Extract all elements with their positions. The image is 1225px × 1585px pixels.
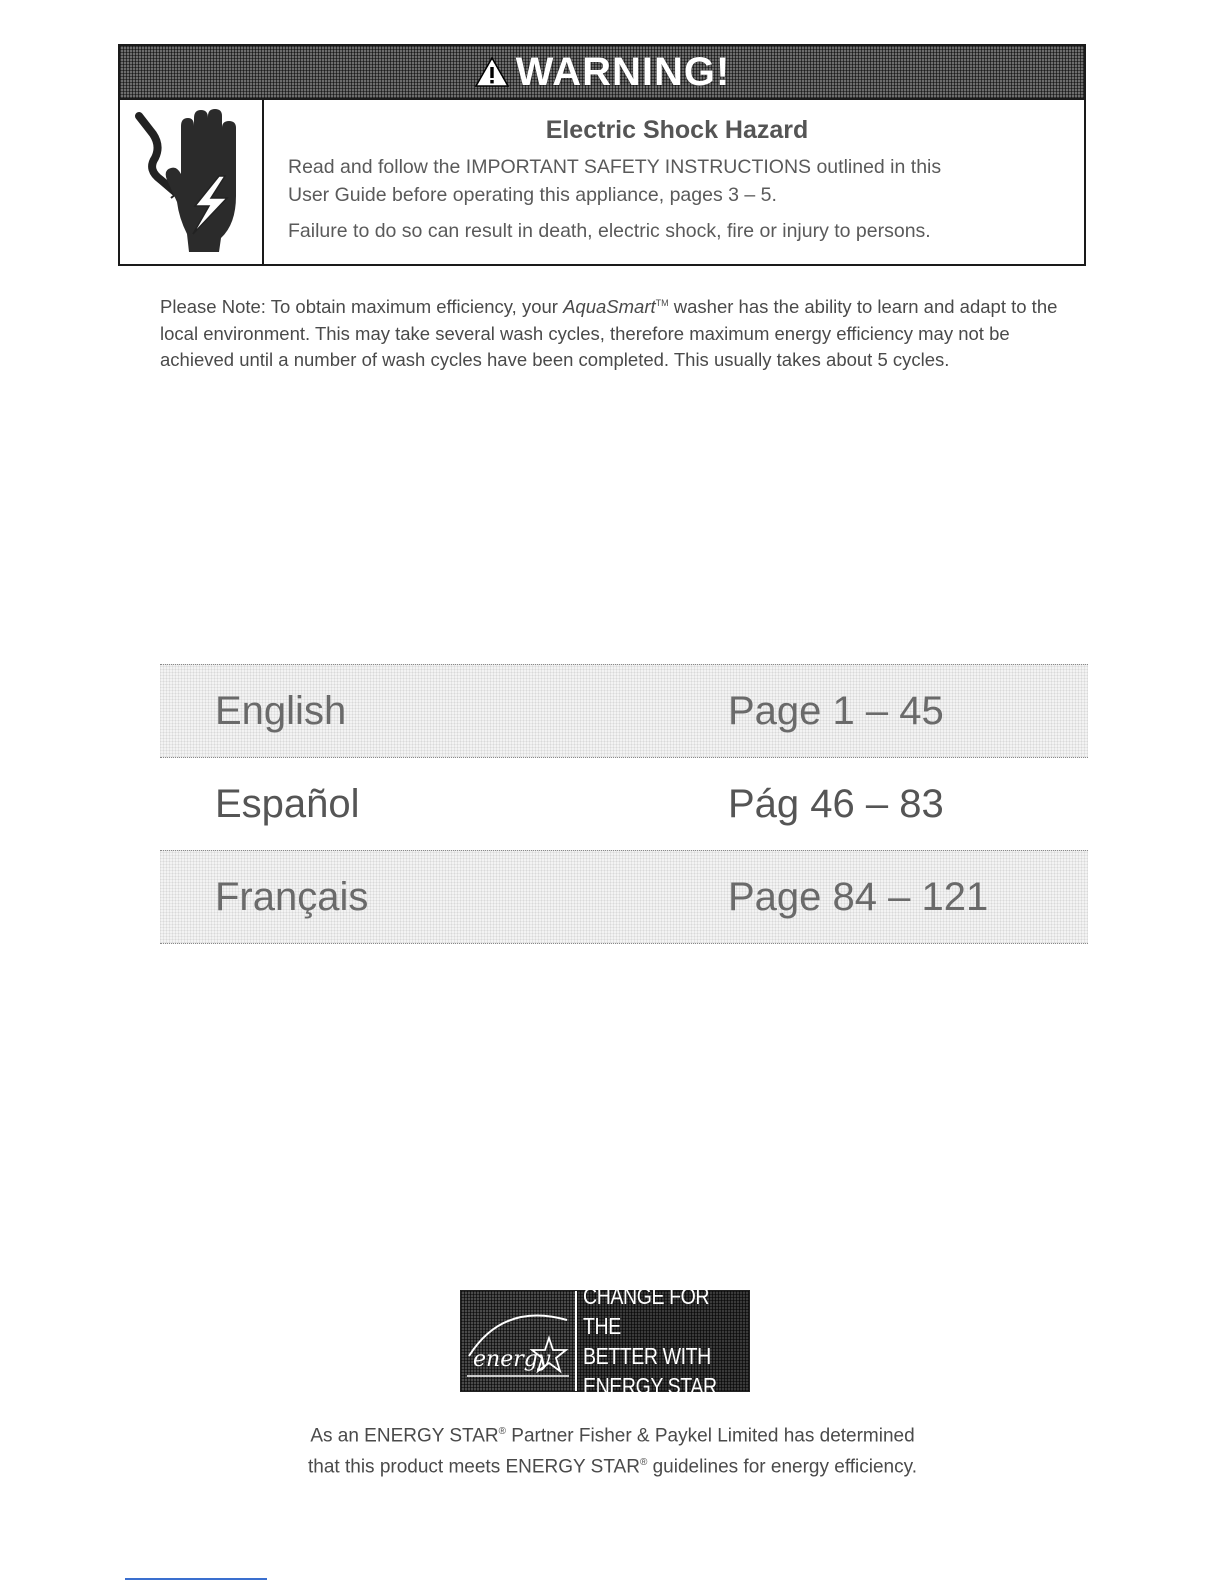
warning-banner <box>120 46 1084 100</box>
language-pages: Page 1 – 45 <box>728 688 944 733</box>
energy-slogan-line-2: BETTER WITH <box>583 1343 711 1369</box>
registered-mark: ® <box>639 1457 648 1469</box>
warning-title-text: WARNING! <box>515 49 731 94</box>
registered-mark: ® <box>498 1426 506 1437</box>
svg-text:energy: energy <box>473 1347 551 1372</box>
note-prefix: Please Note: To obtain maximum efficiency, your <box>160 296 564 318</box>
energy-star-logo <box>460 1283 750 1399</box>
warning-box <box>118 44 1086 266</box>
note-suffix: washer has the ability to learn and adapt to the local environment. This may take several wash cycles, therefore maximum energy efficiency may not be achieved until a number of wash cycles have been completed. This usually takes about 5 cycles. <box>160 296 1058 371</box>
hazard-consequence-line: Failure to do so can result in death, electric shock, fire or injury to persons. <box>288 220 931 242</box>
warning-title <box>474 50 731 95</box>
language-row-francais <box>160 850 1088 944</box>
language-name: English <box>215 688 347 733</box>
shock-hazard-icon-cell <box>120 98 264 264</box>
language-row-espanol <box>160 758 1088 850</box>
caption-line-2-start: that this product meets ENERGY STAR <box>308 1456 640 1478</box>
energy-slogan-line-3: ENERGY STAR <box>583 1373 717 1399</box>
hazard-heading: Electric Shock Hazard <box>545 116 809 144</box>
language-name: Español <box>215 781 360 826</box>
caption-line-1-end: Partner Fisher & Paykel Limited has determined <box>506 1425 915 1447</box>
caption-line-2-end: guidelines for energy efficiency. <box>647 1456 917 1478</box>
alert-triangle-icon <box>474 56 510 88</box>
energy-star-slogan <box>577 1283 749 1399</box>
language-index <box>160 664 1088 944</box>
energy-star-mark <box>461 1291 577 1391</box>
energy-slogan-line-1: CHANGE FOR THE <box>583 1283 710 1339</box>
language-row-english <box>160 664 1088 758</box>
aquasmart-brand: AquaSmart <box>563 296 656 318</box>
efficiency-note <box>160 290 1060 374</box>
language-pages: Pág 46 – 83 <box>728 781 944 826</box>
electric-shock-hand-icon <box>131 106 251 256</box>
language-pages: Page 84 – 121 <box>728 874 989 919</box>
energy-star-caption <box>200 1418 1025 1481</box>
hazard-instruction-line-1: Read and follow the IMPORTANT SAFETY INSTRUCTIONS outlined in this <box>288 156 942 178</box>
language-name: Français <box>215 874 369 919</box>
caption-line-1-start: As an ENERGY STAR <box>310 1425 499 1447</box>
warning-text-cell <box>264 98 1084 264</box>
hazard-instruction-line-2: User Guide before operating this appliance, pages 3 – 5. <box>288 184 777 206</box>
energy-star-icon <box>463 1296 573 1386</box>
bottom-rule <box>125 1578 267 1580</box>
trademark-mark: TM <box>655 298 669 308</box>
